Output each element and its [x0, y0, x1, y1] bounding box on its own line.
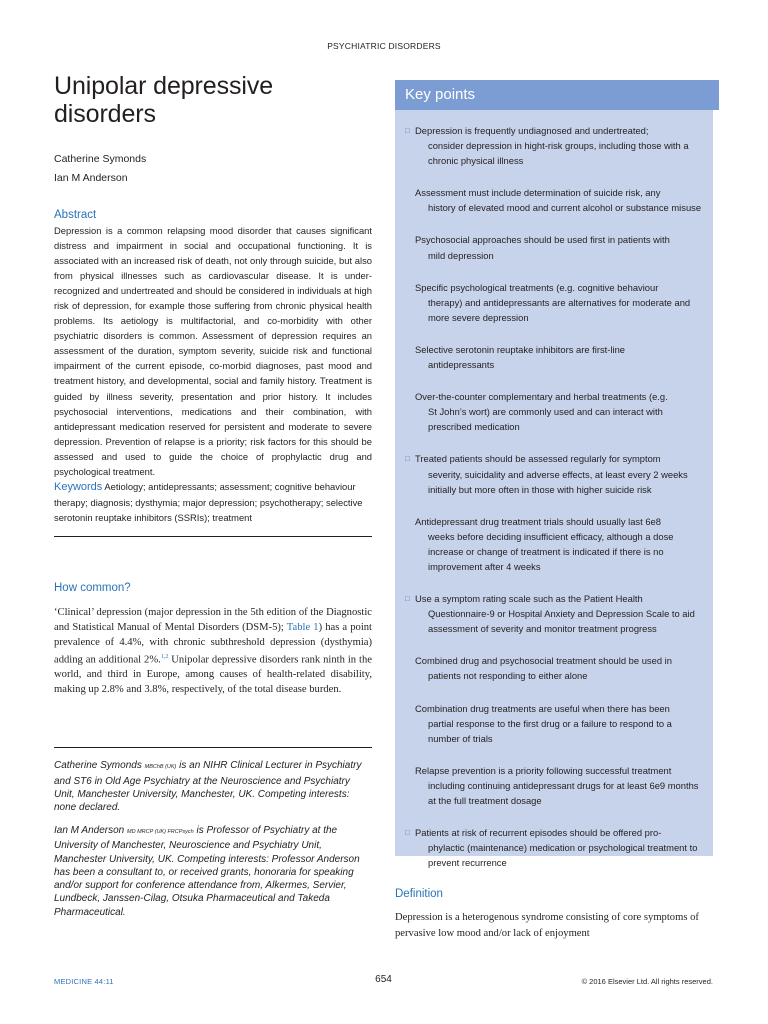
title-line-1: Unipolar depressive: [54, 72, 274, 100]
key-point-text: Treated patients should be assessed regularly for symptom: [415, 453, 661, 465]
author-notes: [54, 759, 372, 918]
key-point-text-continued: St John’s wort) are commonly used and can interact with prescribed medication: [428, 406, 663, 433]
author-note-text: is Professor of Psychiatry at the University of Manchester, Neuroscience and Psychiatry Unit, Manchester University, UK. Competing interests: Professor Anderson has been a consultant to, or received grants, honoraria for speaking and/or support for conference attendance from, Alkermes, Servier, Lundbeck, Janssen-Cilag, Otsuka Pharmaceutical and Takeda Pharmaceutical.: [54, 825, 360, 918]
keywords-text: Aetiology; antidepressants; assessment; cognitive behaviour therapy; diagnosis; dysthymia; major depression; psychotherapy; selective serotonin reuptake inhibitors (SSRIs); treatment: [54, 480, 363, 523]
key-point-text-continued: therapy) and antidepressants are alternatives for moderate and more severe depression: [428, 296, 691, 323]
key-point-item: [407, 514, 703, 574]
bullet-square-icon: □: [405, 828, 410, 838]
author-list: [54, 150, 372, 187]
article-title: [54, 72, 372, 128]
copyright-notice: © 2016 Elsevier Ltd. All rights reserved.: [581, 977, 713, 986]
divider: [54, 536, 372, 537]
key-point-text: Over-the-counter complementary and herbal treatments (e.g.: [415, 391, 668, 403]
table-1-link[interactable]: Table 1: [286, 621, 319, 633]
author-note-name: Ian M Anderson: [54, 825, 125, 837]
key-point-item: [407, 701, 703, 746]
how-common-text: [54, 605, 372, 698]
key-point-item: [407, 123, 703, 168]
key-point-text: Relapse prevention is a priority following successful treatment: [415, 764, 672, 776]
author-note-anderson: [54, 824, 372, 918]
title-line-2: disorders: [54, 100, 156, 128]
key-point-text: Selective serotonin reuptake inhibitors are first-line: [415, 343, 625, 355]
left-column: [54, 72, 372, 929]
key-point-text-continued: partial response to the first drug or a failure to respond to a number of trials: [428, 717, 672, 744]
key-point-text-continued: consider depression in hight-risk groups, including those with a chronic physical illness: [428, 140, 689, 167]
key-point-text: Patients at risk of recurrent episodes should be offered pro-: [415, 827, 662, 839]
reference-link[interactable]: 1,2: [160, 653, 169, 660]
key-point-text: Depression is frequently undiagnosed and undertreated;: [415, 125, 649, 136]
key-point-text-continued: severity, suicidality and adverse effects, at least every 2 weeks initially but more often in those with higher suicide risk: [428, 468, 688, 495]
key-point-text-continued: phylactic (maintenance) medication or psychological treatment to prevent recurrence: [428, 842, 698, 869]
how-common-heading: How common?: [54, 581, 131, 594]
bullet-square-icon: □: [405, 454, 410, 464]
key-point-text: Combined drug and psychosocial treatment should be used in: [415, 655, 672, 667]
how-common-text-mid: ) has a point prevalence of 4.4%, with chronic subthreshold depression (dysthymia) adding an additional 2%.: [54, 621, 373, 666]
key-point-item: [407, 451, 703, 496]
key-point-text: Psychosocial approaches should be used first in patients with: [415, 234, 670, 246]
key-point-text-continued: antidepressants: [428, 359, 495, 371]
how-common-text-start: ‘Clinical’ depression (major depression in the 5th edition of the Diagnostic and Statistical Manual of Mental Disorders (DSM-5);: [54, 606, 372, 633]
key-point-item: [407, 763, 703, 808]
running-head: PSYCHIATRIC DISORDERS: [327, 41, 441, 51]
author-credentials: MD MRCP (UK) FRCPsych: [127, 829, 194, 836]
author-credentials: MBChB (UK): [144, 764, 177, 771]
key-point-item: [407, 342, 703, 372]
abstract-text: Depression is a common relapsing mood disorder that causes significant distress and impairment in social and occupational functioning. It is associated with an increased risk of death, not only through suicide, but also from physical illnesses such as cardiovascular disease. It is under-recognized and undertreated and should be considered in individuals at high risk of depression, for example those suffering from chronic physical health problems. Its aetiology is multifactorial, and co-morbidity with other psychiatric disorders is common. Assessment of depression requires an assessment of the duration, symptom severity, suicide risk and functional impairment of the current episode, co-morbid diagnoses, past mood and treatment history, and developmental, social and family history. Treatment is guided by illness severity, presentation and prior history. It includes psychosocial interventions, medications and their combination, with antidepressant medication reserved for persistent and moderate to severe depression. Prevention of relapse is a priority; risk factors for this should be assessed and used to guide the choice of prophylactic drug and psychological treatment.: [54, 225, 372, 477]
bullet-square-icon: □: [405, 126, 410, 135]
key-points-box: [395, 80, 713, 869]
key-point-text-continued: Questionnaire-9 or Hospital Anxiety and Depression Scale to aid assessment of severity and monitor treatment progress: [428, 608, 695, 635]
key-point-text: Antidepressant drug treatment trials should usually last 6e8: [415, 515, 661, 527]
author-note-text: is an NIHR Clinical Lecturer in Psychiatry and ST6 in Old Age Psychiatry at the Neuroscience and Psychiatry Unit, Manchester University, Manchester, UK. Competing interests: none declared.: [54, 760, 362, 814]
bullet-square-icon: □: [405, 594, 410, 604]
key-point-item: [407, 280, 703, 325]
author-name: Ian M Anderson: [54, 171, 128, 184]
page-number: 654: [375, 974, 392, 985]
keywords-label: Keywords: [54, 480, 103, 493]
key-points-heading: Key points: [395, 80, 719, 110]
key-point-text-continued: weeks before deciding insufficient efficacy, although a dose increase or change of treatment is indicated if there is no improvement after 4 weeks: [428, 530, 674, 572]
how-common-text-end: Unipolar depressive disorders rank ninth in the world, and third in Europe, among causes of health-related disability, making up 2.8% and 3.8%, respectively, of the total disease burden.: [54, 654, 372, 696]
author-note-symonds: [54, 759, 372, 814]
key-point-item: [407, 232, 703, 262]
divider: [54, 747, 372, 748]
key-point-text-continued: patients not responding to either alone: [428, 670, 588, 682]
key-point-item: [407, 591, 703, 636]
abstract-heading: Abstract: [54, 209, 97, 221]
key-point-item: [407, 825, 703, 870]
definition-heading: Definition: [395, 888, 443, 900]
key-point-text: Combination drug treatments are useful when there has been: [415, 702, 670, 714]
key-point-text-continued: history of elevated mood and current alcohol or substance misuse: [428, 202, 702, 214]
key-point-text-continued: including continuing antidepressant drugs for at least 6e9 months at the full treatment dosage: [428, 779, 699, 806]
key-point-item: [407, 653, 703, 683]
key-points-list: [395, 110, 713, 870]
author-note-name: Catherine Symonds: [54, 760, 142, 772]
key-point-text: Assessment must include determination of suicide risk, any: [415, 187, 661, 199]
author-name: Catherine Symonds: [54, 153, 147, 165]
key-point-item: [407, 389, 703, 434]
page-footer: [54, 974, 713, 988]
key-point-text: Specific psychological treatments (e.g. cognitive behaviour: [415, 281, 659, 293]
key-point-text-continued: mild depression: [428, 249, 494, 261]
journal-reference: MEDICINE 44:11: [54, 977, 114, 986]
key-point-item: [407, 185, 703, 215]
key-point-text: Use a symptom rating scale such as the Patient Health: [415, 593, 643, 605]
definition-text: Depression is a heterogenous syndrome consisting of core symptoms of pervasive low mood and/or lack of enjoyment: [395, 912, 699, 939]
keywords: [54, 479, 372, 525]
